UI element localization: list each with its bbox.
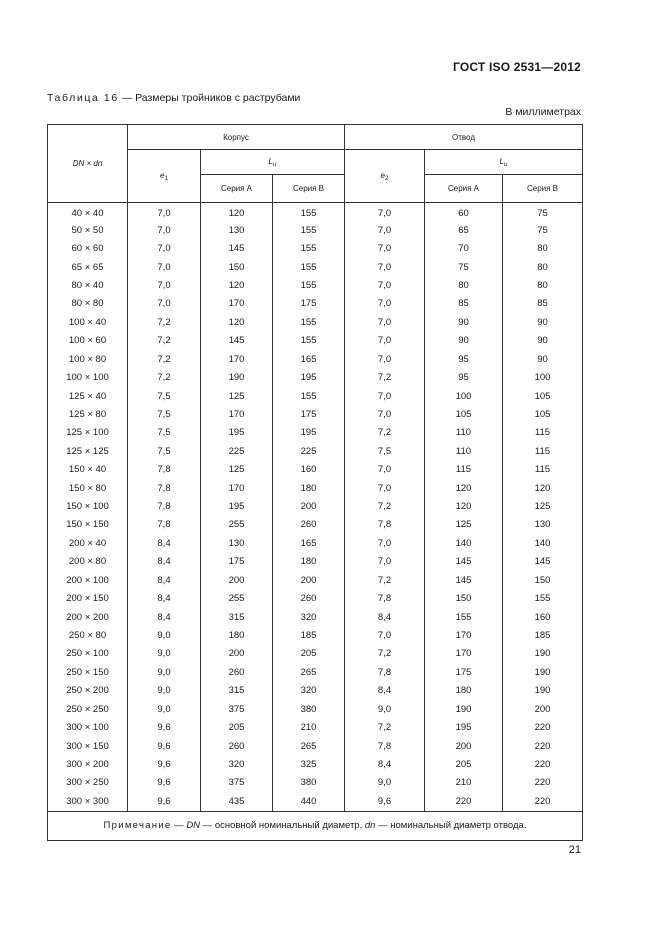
- table-cell: 200: [273, 497, 345, 515]
- table-cell: 75: [503, 203, 583, 222]
- table-cell: 8,4: [128, 553, 201, 571]
- table-cell: 9,0: [128, 645, 201, 663]
- table-cell: 195: [273, 368, 345, 386]
- table-cell: 7,2: [345, 645, 425, 663]
- table-cell: 7,0: [128, 203, 201, 222]
- table-cell: 7,0: [345, 350, 425, 368]
- table-cell: 7,5: [128, 424, 201, 442]
- table-cell: 7,8: [345, 589, 425, 607]
- table-cell: 9,6: [128, 792, 201, 811]
- table-row: [48, 276, 583, 294]
- table-cell: 8,4: [345, 682, 425, 700]
- table-cell: 80: [503, 239, 583, 257]
- table-cell: 80: [503, 276, 583, 294]
- table-cell: 195: [273, 424, 345, 442]
- table-cell: 150: [201, 258, 273, 276]
- table-row: [48, 460, 583, 478]
- table-cell: 9,6: [128, 737, 201, 755]
- table-cell: 155: [273, 332, 345, 350]
- table-cell: 175: [425, 663, 503, 681]
- table-row: [48, 718, 583, 736]
- table-cell: 325: [273, 755, 345, 773]
- col-header-e2: $e_2$: [345, 150, 425, 203]
- table-cell: 195: [425, 718, 503, 736]
- table-cell: 205: [273, 645, 345, 663]
- table-cell: 9,0: [128, 663, 201, 681]
- table-cell: 170: [425, 626, 503, 644]
- col-header-body-series-b: Серия В: [273, 175, 345, 203]
- table-cell: 320: [273, 682, 345, 700]
- table-cell: 130: [503, 516, 583, 534]
- table-cell: 200 × 200: [48, 608, 128, 626]
- table-cell: 250 × 200: [48, 682, 128, 700]
- table-cell: 9,6: [128, 774, 201, 792]
- table-cell: 155: [273, 313, 345, 331]
- table-cell: 170: [201, 295, 273, 313]
- table-row: [48, 221, 583, 239]
- table-cell: 8,4: [345, 608, 425, 626]
- table-cell: 180: [425, 682, 503, 700]
- table-cell: 8,4: [128, 589, 201, 607]
- table-cell: 150 × 100: [48, 497, 128, 515]
- table-cell: 250 × 80: [48, 626, 128, 644]
- table-cell: 210: [425, 774, 503, 792]
- table-cell: 7,0: [345, 553, 425, 571]
- table-cell: 7,5: [128, 442, 201, 460]
- table-cell: 7,0: [345, 313, 425, 331]
- table-cell: 7,0: [345, 387, 425, 405]
- table-row: [48, 571, 583, 589]
- table-cell: 70: [425, 239, 503, 257]
- table-cell: 315: [201, 608, 273, 626]
- table-row: [48, 608, 583, 626]
- table-cell: 125 × 100: [48, 424, 128, 442]
- page-number: 21: [568, 844, 581, 856]
- table-cell: 170: [201, 479, 273, 497]
- table-cell: 95: [425, 350, 503, 368]
- table-cell: 80 × 40: [48, 276, 128, 294]
- table-cell: 145: [425, 571, 503, 589]
- table-cell: 125: [503, 497, 583, 515]
- table-cell: 220: [503, 718, 583, 736]
- table-cell: 300 × 300: [48, 792, 128, 811]
- table-cell: 170: [201, 350, 273, 368]
- table-cell: 185: [273, 626, 345, 644]
- table-cell: 9,6: [128, 718, 201, 736]
- table-cell: 7,0: [128, 239, 201, 257]
- table-cell: 110: [425, 442, 503, 460]
- table-cell: 7,0: [345, 626, 425, 644]
- table-cell: 7,2: [345, 368, 425, 386]
- table-cell: 7,0: [345, 405, 425, 423]
- table-cell: 7,0: [345, 295, 425, 313]
- table-cell: 380: [273, 774, 345, 792]
- table-cell: 250 × 250: [48, 700, 128, 718]
- table-row: [48, 368, 583, 386]
- table-cell: 115: [503, 442, 583, 460]
- col-header-branch-series-a: Серия А: [425, 175, 503, 203]
- table-cell: 180: [273, 479, 345, 497]
- table-row: [48, 663, 583, 681]
- table-cell: 7,0: [128, 221, 201, 239]
- table-cell: 200 × 80: [48, 553, 128, 571]
- table-cell: 205: [201, 718, 273, 736]
- table-row: [48, 700, 583, 718]
- table-cell: 50 × 50: [48, 221, 128, 239]
- table-cell: 7,2: [345, 497, 425, 515]
- table-cell: 9,0: [128, 626, 201, 644]
- table-cell: 200: [273, 571, 345, 589]
- table-cell: 40 × 40: [48, 203, 128, 222]
- table-cell: 7,8: [128, 460, 201, 478]
- table-cell: 200 × 150: [48, 589, 128, 607]
- table-cell: 7,2: [128, 350, 201, 368]
- table-cell: 155: [273, 203, 345, 222]
- table-cell: 160: [273, 460, 345, 478]
- table-cell: 7,0: [345, 258, 425, 276]
- table-cell: 265: [273, 663, 345, 681]
- table-cell: 260: [201, 737, 273, 755]
- table-cell: 140: [425, 534, 503, 552]
- table-cell: 255: [201, 516, 273, 534]
- table-row: [48, 350, 583, 368]
- table-cell: 90: [425, 332, 503, 350]
- table-cell: 8,4: [128, 608, 201, 626]
- col-header-body-series-a: Серия А: [201, 175, 273, 203]
- table-cell: 250 × 150: [48, 663, 128, 681]
- table-cell: 90: [503, 313, 583, 331]
- table-row: [48, 479, 583, 497]
- table-cell: 7,8: [345, 516, 425, 534]
- table-cell: 190: [503, 663, 583, 681]
- table-cell: 7,5: [345, 442, 425, 460]
- table-cell: 125: [201, 387, 273, 405]
- table-cell: 7,8: [345, 663, 425, 681]
- table-cell: 375: [201, 700, 273, 718]
- table-cell: 300 × 250: [48, 774, 128, 792]
- table-cell: 435: [201, 792, 273, 811]
- table-row: [48, 682, 583, 700]
- table-cell: 7,2: [128, 313, 201, 331]
- dimensions-table: [47, 124, 583, 841]
- table-body: [48, 203, 583, 812]
- table-cell: 120: [425, 497, 503, 515]
- table-cell: 320: [201, 755, 273, 773]
- table-cell: 9,6: [345, 792, 425, 811]
- table-cell: 115: [503, 424, 583, 442]
- table-cell: 7,2: [345, 424, 425, 442]
- table-cell: 90: [425, 313, 503, 331]
- table-cell: 85: [503, 295, 583, 313]
- table-row: [48, 295, 583, 313]
- table-cell: 150 × 150: [48, 516, 128, 534]
- table-cell: 170: [201, 405, 273, 423]
- table-caption: [47, 92, 300, 104]
- table-cell: 115: [503, 460, 583, 478]
- table-cell: 155: [273, 239, 345, 257]
- table-cell: 315: [201, 682, 273, 700]
- table-cell: 225: [273, 442, 345, 460]
- table-cell: 220: [503, 755, 583, 773]
- table-cell: 195: [201, 497, 273, 515]
- table-cell: 320: [273, 608, 345, 626]
- table-cell: 160: [503, 608, 583, 626]
- table-row: [48, 387, 583, 405]
- table-cell: 7,0: [345, 332, 425, 350]
- table-cell: 195: [201, 424, 273, 442]
- table-cell: 200 × 40: [48, 534, 128, 552]
- table-cell: 105: [425, 405, 503, 423]
- table-cell: 260: [201, 663, 273, 681]
- table-cell: 100 × 80: [48, 350, 128, 368]
- table-cell: 155: [503, 589, 583, 607]
- table-cell: 175: [273, 295, 345, 313]
- table-cell: 150 × 40: [48, 460, 128, 478]
- group-header-branch: Отвод: [345, 125, 583, 150]
- table-cell: 185: [503, 626, 583, 644]
- table-row: [48, 737, 583, 755]
- table-row: [48, 424, 583, 442]
- table-cell: 155: [273, 258, 345, 276]
- table-cell: 375: [201, 774, 273, 792]
- table-cell: 7,8: [128, 497, 201, 515]
- table-cell: 7,0: [128, 276, 201, 294]
- table-cell: 380: [273, 700, 345, 718]
- table-cell: 170: [425, 645, 503, 663]
- table-cell: 265: [273, 737, 345, 755]
- table-cell: 165: [273, 350, 345, 368]
- table-cell: 100: [503, 368, 583, 386]
- table-row: [48, 792, 583, 811]
- table-cell: 7,0: [128, 258, 201, 276]
- table-cell: 120: [201, 276, 273, 294]
- table-cell: 75: [503, 221, 583, 239]
- table-cell: 7,2: [345, 718, 425, 736]
- table-cell: 175: [273, 405, 345, 423]
- table-cell: 7,0: [128, 295, 201, 313]
- table-row: [48, 239, 583, 257]
- table-row: [48, 645, 583, 663]
- table-cell: 100 × 60: [48, 332, 128, 350]
- table-cell: 145: [425, 553, 503, 571]
- table-cell: 220: [425, 792, 503, 811]
- table-cell: 125 × 80: [48, 405, 128, 423]
- table-cell: 7,0: [345, 479, 425, 497]
- table-cell: 115: [425, 460, 503, 478]
- table-cell: 150: [503, 571, 583, 589]
- table-cell: 120: [201, 203, 273, 222]
- table-cell: 125: [425, 516, 503, 534]
- table-row: [48, 497, 583, 515]
- table-cell: 300 × 100: [48, 718, 128, 736]
- table-cell: 105: [503, 405, 583, 423]
- table-cell: 150: [425, 589, 503, 607]
- table-cell: 105: [503, 387, 583, 405]
- table-cell: 260: [273, 516, 345, 534]
- table-cell: 200 × 100: [48, 571, 128, 589]
- table-cell: 180: [273, 553, 345, 571]
- table-cell: 85: [425, 295, 503, 313]
- table-cell: 95: [425, 368, 503, 386]
- table-cell: 200: [425, 737, 503, 755]
- table-cell: 9,0: [345, 700, 425, 718]
- table-cell: 200: [503, 700, 583, 718]
- table-cell: 175: [201, 553, 273, 571]
- table-cell: 100 × 100: [48, 368, 128, 386]
- table-cell: 210: [273, 718, 345, 736]
- table-row: [48, 589, 583, 607]
- table-row: [48, 258, 583, 276]
- table-note: Примечание — DN — основной номинальный диаметр, dn — номинальный диаметр отвода.: [48, 811, 583, 840]
- table-cell: 155: [273, 276, 345, 294]
- table-cell: 205: [425, 755, 503, 773]
- note-label: Примечание: [103, 820, 172, 831]
- table-row: [48, 553, 583, 571]
- table-cell: 65 × 65: [48, 258, 128, 276]
- table-cell: 220: [503, 737, 583, 755]
- table-cell: 7,8: [128, 479, 201, 497]
- table-cell: 9,0: [128, 682, 201, 700]
- table-cell: 100 × 40: [48, 313, 128, 331]
- table-cell: 7,8: [128, 516, 201, 534]
- table-cell: 260: [273, 589, 345, 607]
- table-cell: 8,4: [128, 571, 201, 589]
- table-cell: 7,2: [345, 571, 425, 589]
- table-caption-label: Таблица 16: [47, 92, 119, 104]
- table-cell: 190: [425, 700, 503, 718]
- table-cell: 150 × 80: [48, 479, 128, 497]
- table-cell: 100: [425, 387, 503, 405]
- table-cell: 90: [503, 332, 583, 350]
- table-cell: 7,5: [128, 405, 201, 423]
- table-cell: 80: [503, 258, 583, 276]
- document-id: ГОСТ ISO 2531—2012: [452, 60, 581, 74]
- table-cell: 9,0: [128, 700, 201, 718]
- table-cell: 7,5: [128, 387, 201, 405]
- col-header-dn: DN × dn: [48, 125, 128, 203]
- table-cell: 145: [201, 332, 273, 350]
- group-header-body: Корпус: [128, 125, 345, 150]
- table-cell: 200: [201, 571, 273, 589]
- table-cell: 155: [273, 221, 345, 239]
- table-cell: 7,0: [345, 460, 425, 478]
- units-label: В миллиметрах: [505, 106, 581, 118]
- table-cell: 190: [201, 368, 273, 386]
- table-cell: 120: [425, 479, 503, 497]
- table-cell: 7,0: [345, 276, 425, 294]
- table-cell: 190: [503, 682, 583, 700]
- col-header-lu-body: $L_u$: [201, 150, 345, 175]
- table-cell: 255: [201, 589, 273, 607]
- table-row: [48, 516, 583, 534]
- table-row: [48, 313, 583, 331]
- table-cell: 9,6: [128, 755, 201, 773]
- table-cell: 225: [201, 442, 273, 460]
- table-cell: 220: [503, 792, 583, 811]
- table-cell: 300 × 150: [48, 737, 128, 755]
- table-cell: 60 × 60: [48, 239, 128, 257]
- table-cell: 80: [425, 276, 503, 294]
- table-cell: 130: [201, 534, 273, 552]
- table-row: [48, 203, 583, 222]
- table-cell: 90: [503, 350, 583, 368]
- table-cell: 7,2: [128, 368, 201, 386]
- table-cell: 75: [425, 258, 503, 276]
- table-cell: 8,4: [345, 755, 425, 773]
- table-cell: 130: [201, 221, 273, 239]
- table-cell: 120: [201, 313, 273, 331]
- table-row: [48, 534, 583, 552]
- table-cell: 145: [503, 553, 583, 571]
- table-cell: 7,8: [345, 737, 425, 755]
- table-cell: 7,0: [345, 239, 425, 257]
- col-header-e1: $e_1$: [128, 150, 201, 203]
- table-cell: 220: [503, 774, 583, 792]
- table-cell: 300 × 200: [48, 755, 128, 773]
- table-cell: 80 × 80: [48, 295, 128, 313]
- table-caption-text: — Размеры тройников с раструбами: [118, 92, 301, 104]
- table-row: [48, 405, 583, 423]
- table-cell: 120: [503, 479, 583, 497]
- table-cell: 440: [273, 792, 345, 811]
- table-cell: 7,0: [345, 534, 425, 552]
- table-cell: 125 × 125: [48, 442, 128, 460]
- table-cell: 7,0: [345, 203, 425, 222]
- table-cell: 7,2: [128, 332, 201, 350]
- table-cell: 190: [503, 645, 583, 663]
- table-row: [48, 774, 583, 792]
- table-cell: 250 × 100: [48, 645, 128, 663]
- table-cell: 110: [425, 424, 503, 442]
- table-cell: 165: [273, 534, 345, 552]
- table-row: [48, 332, 583, 350]
- table-cell: 9,0: [345, 774, 425, 792]
- table-cell: 65: [425, 221, 503, 239]
- table-cell: 155: [273, 387, 345, 405]
- table-cell: 125 × 40: [48, 387, 128, 405]
- table-cell: 140: [503, 534, 583, 552]
- table-cell: 200: [201, 645, 273, 663]
- table-cell: 180: [201, 626, 273, 644]
- table-row: [48, 755, 583, 773]
- table-row: [48, 442, 583, 460]
- col-header-lu-branch: $L_u$: [425, 150, 583, 175]
- col-header-branch-series-b: Серия В: [503, 175, 583, 203]
- table-row: [48, 626, 583, 644]
- table-cell: 7,0: [345, 221, 425, 239]
- table-cell: 125: [201, 460, 273, 478]
- table-cell: 155: [425, 608, 503, 626]
- table-cell: 145: [201, 239, 273, 257]
- table-cell: 8,4: [128, 534, 201, 552]
- table-cell: 60: [425, 203, 503, 222]
